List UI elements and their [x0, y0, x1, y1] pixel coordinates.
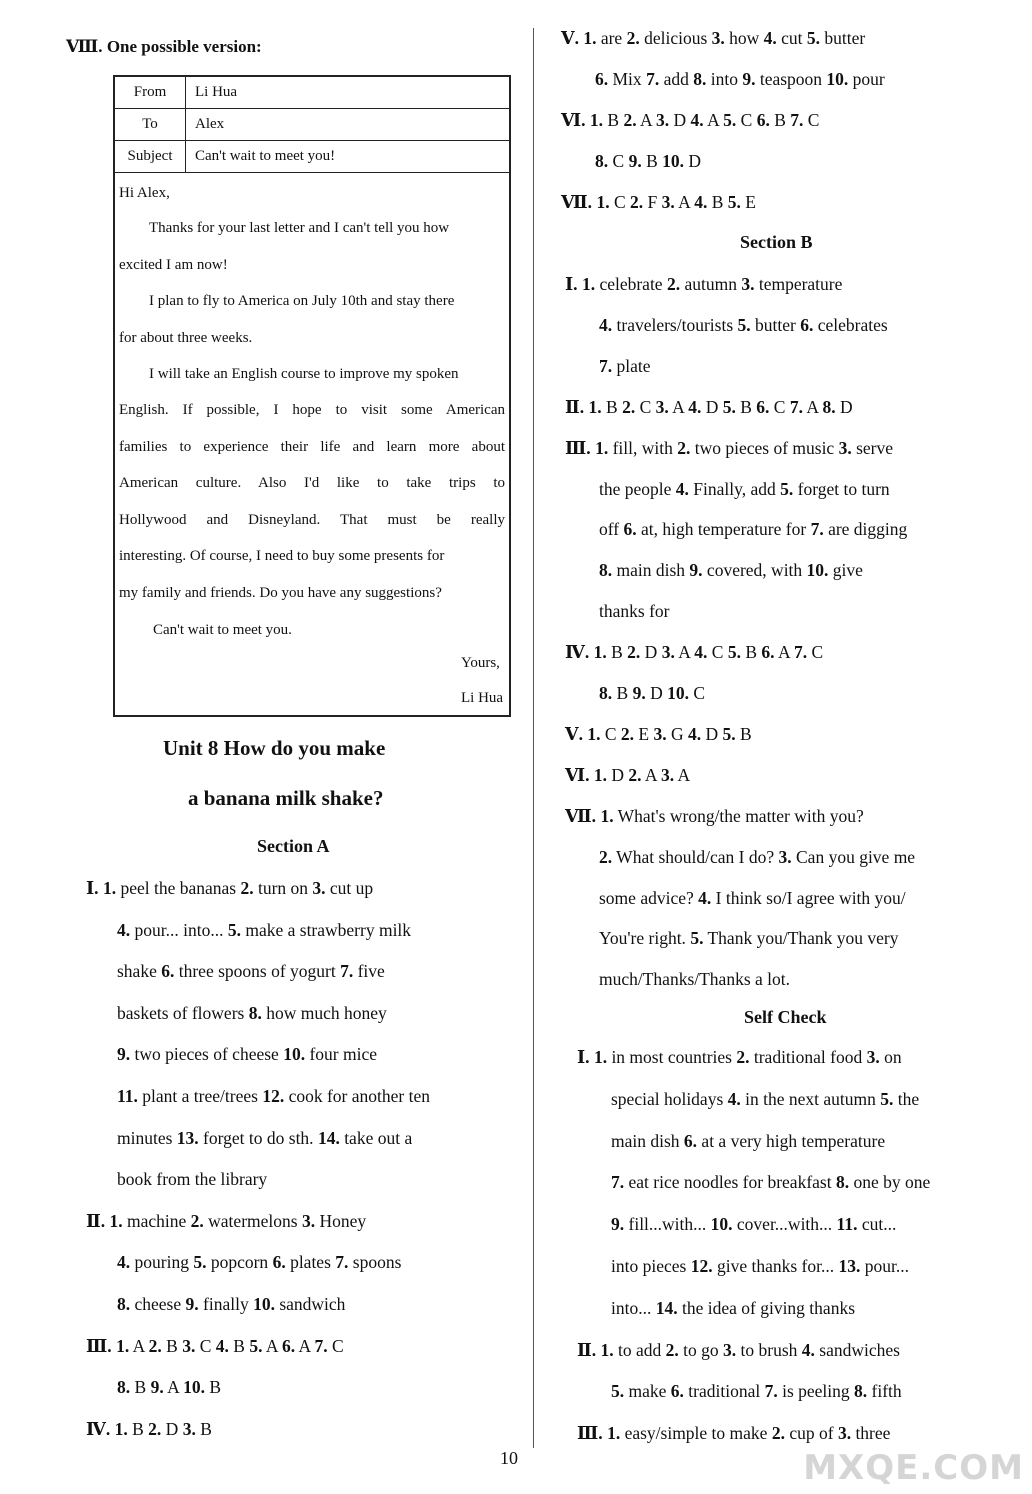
letter-box	[113, 75, 511, 717]
letter-line: English. If possible, I hope to visit some American	[119, 402, 505, 418]
exercise-line: Ⅱ. 1. B 2. C 3. A 4. D 5. B 6. C 7. A 8. D	[565, 396, 853, 417]
from-value: Li Hua	[195, 84, 238, 100]
letter-line: American culture. Also I'd like to take trips to	[119, 475, 505, 491]
subject-value: Can't wait to meet you!	[195, 148, 336, 164]
answer-line: much/Thanks/Thanks a lot.	[599, 969, 791, 990]
answer-line: thanks for	[599, 601, 670, 622]
answer-line: into pieces 12. give thanks for... 13. pour...	[611, 1256, 909, 1276]
answer-line: 8. cheese 9. finally 10. sandwich	[117, 1294, 346, 1314]
to-row	[115, 109, 509, 141]
from-row	[115, 77, 509, 109]
answer-line: 5. make 6. traditional 7. is peeling 8. fifth	[611, 1381, 902, 1402]
letter-line: families to experience their life and learn more about	[119, 439, 505, 455]
answer-line: 8. C 9. B 10. D	[595, 151, 702, 171]
exercise-line: Ⅶ. 1. C 2. F 3. A 4. B 5. E	[561, 192, 756, 212]
answer-line: 4. pouring 5. popcorn 6. plates 7. spoons	[117, 1252, 402, 1273]
answer-line: the people 4. Finally, add 5. forget to turn	[599, 478, 890, 499]
roman-numeral: Ⅷ.	[66, 37, 103, 56]
letter-line: Li Hua	[461, 690, 504, 706]
answer-line: 7. plate	[599, 355, 651, 376]
answer-line: 9. fill...with... 10. cover...with... 11. cut...	[611, 1214, 897, 1235]
exercise-line: Ⅰ. 1. celebrate 2. autumn 3. temperature	[565, 274, 843, 294]
subject-label: Subject	[115, 141, 186, 172]
exercise-line: Ⅵ. 1. B 2. A 3. D 4. A 5. C 6. B 7. C	[561, 110, 820, 130]
unit-title-line-2: a banana milk shake?	[188, 786, 384, 810]
self-check-heading: Self Check	[744, 1007, 827, 1027]
letter-line: Thanks for your last letter and I can't tell you how	[149, 220, 450, 236]
letter-line: excited I am now!	[119, 257, 228, 273]
column-divider	[533, 28, 534, 1448]
exercise-line: Ⅲ. 1. fill, with 2. two pieces of music 3. serve	[565, 437, 894, 458]
answer-line: off 6. at, high temperature for 7. are digging	[599, 519, 908, 540]
answer-line: baskets of flowers 8. how much honey	[117, 1002, 387, 1023]
answer-line: main dish 6. at a very high temperature	[611, 1130, 886, 1151]
exercise-line: Ⅳ. 1. B 2. D 3. A 4. C 5. B 6. A 7. C	[565, 642, 824, 663]
to-value: Alex	[195, 116, 225, 132]
to-label: To	[115, 109, 186, 140]
exercise-line: Ⅶ. 1. What's wrong/the matter with you?	[565, 805, 864, 826]
watermark-logo: MXQE.COM	[803, 1448, 1024, 1488]
section-viii-heading	[66, 37, 262, 57]
page-number: 10	[500, 1448, 518, 1468]
answer-line: special holidays 4. in the next autumn 5. the	[611, 1088, 920, 1109]
answer-line: 2. What should/can I do? 3. Can you give me	[599, 846, 916, 867]
answer-line: 9. two pieces of cheese 10. four mice	[117, 1044, 377, 1065]
answer-line: You're right. 5. Thank you/Thank you very	[599, 928, 899, 949]
section-b-heading: Section B	[740, 232, 813, 252]
answer-line: shake 6. three spoons of yogurt 7. five	[117, 961, 385, 982]
letter-line: for about three weeks.	[119, 330, 253, 346]
exercise-line: Ⅳ. 1. B 2. D 3. B	[86, 1418, 212, 1439]
letter-line: Yours,	[461, 655, 500, 671]
exercise-line: Ⅰ. 1. peel the bananas 2. turn on 3. cut up	[86, 878, 374, 898]
section-a-heading: Section A	[257, 836, 330, 856]
exercise-line: Ⅵ. 1. D 2. A 3. A	[565, 764, 691, 785]
answer-line: some advice? 4. I think so/I agree with you/	[599, 887, 906, 908]
from-label: From	[115, 77, 186, 108]
exercise-line: Ⅱ. 1. machine 2. watermelons 3. Honey	[86, 1210, 367, 1231]
answer-line: 8. B 9. A 10. B	[117, 1377, 222, 1398]
answer-line: 6. Mix 7. add 8. into 9. teaspoon 10. pour	[595, 69, 885, 89]
exercise-line: Ⅴ. 1. are 2. delicious 3. how 4. cut 5. butter	[561, 28, 866, 48]
answer-line: minutes 13. forget to do sth. 14. take out a	[117, 1127, 413, 1148]
answer-line: book from the library	[117, 1169, 268, 1190]
letter-line: Hollywood and Disneyland. That must be really	[119, 512, 505, 528]
heading-text: One possible version:	[106, 37, 262, 56]
answer-line: 8. B 9. D 10. C	[599, 683, 706, 703]
answer-line: 11. plant a tree/trees 12. cook for another ten	[117, 1086, 430, 1106]
exercise-line: Ⅱ. 1. to add 2. to go 3. to brush 4. sandwiches	[577, 1339, 900, 1360]
answer-line: 4. pour... into... 5. make a strawberry milk	[117, 919, 412, 940]
letter-line: Hi Alex,	[119, 185, 170, 201]
unit-title-line-1: Unit 8 How do you make	[163, 736, 386, 760]
answer-line: 7. eat rice noodles for breakfast 8. one by one	[611, 1172, 931, 1193]
answer-line: 8. main dish 9. covered, with 10. give	[599, 560, 863, 581]
exercise-line: Ⅴ. 1. C 2. E 3. G 4. D 5. B	[565, 723, 752, 744]
answer-line: 4. travelers/tourists 5. butter 6. celebrates	[599, 314, 888, 335]
letter-line: I plan to fly to America on July 10th and stay there	[149, 293, 455, 309]
letter-line: interesting. Of course, I need to buy some presents for	[119, 548, 445, 564]
letter-line: my family and friends. Do you have any suggestions?	[119, 585, 442, 601]
exercise-line: Ⅲ. 1. A 2. B 3. C 4. B 5. A 6. A 7. C	[86, 1335, 344, 1356]
letter-line: I will take an English course to improve my spoken	[149, 366, 459, 382]
exercise-line: Ⅰ. 1. in most countries 2. traditional food 3. on	[577, 1047, 902, 1067]
letter-line: Can't wait to meet you.	[153, 622, 292, 638]
subject-row	[115, 141, 509, 173]
exercise-line: Ⅲ. 1. easy/simple to make 2. cup of 3. three	[577, 1423, 891, 1444]
answer-line: into... 14. the idea of giving thanks	[611, 1297, 856, 1318]
